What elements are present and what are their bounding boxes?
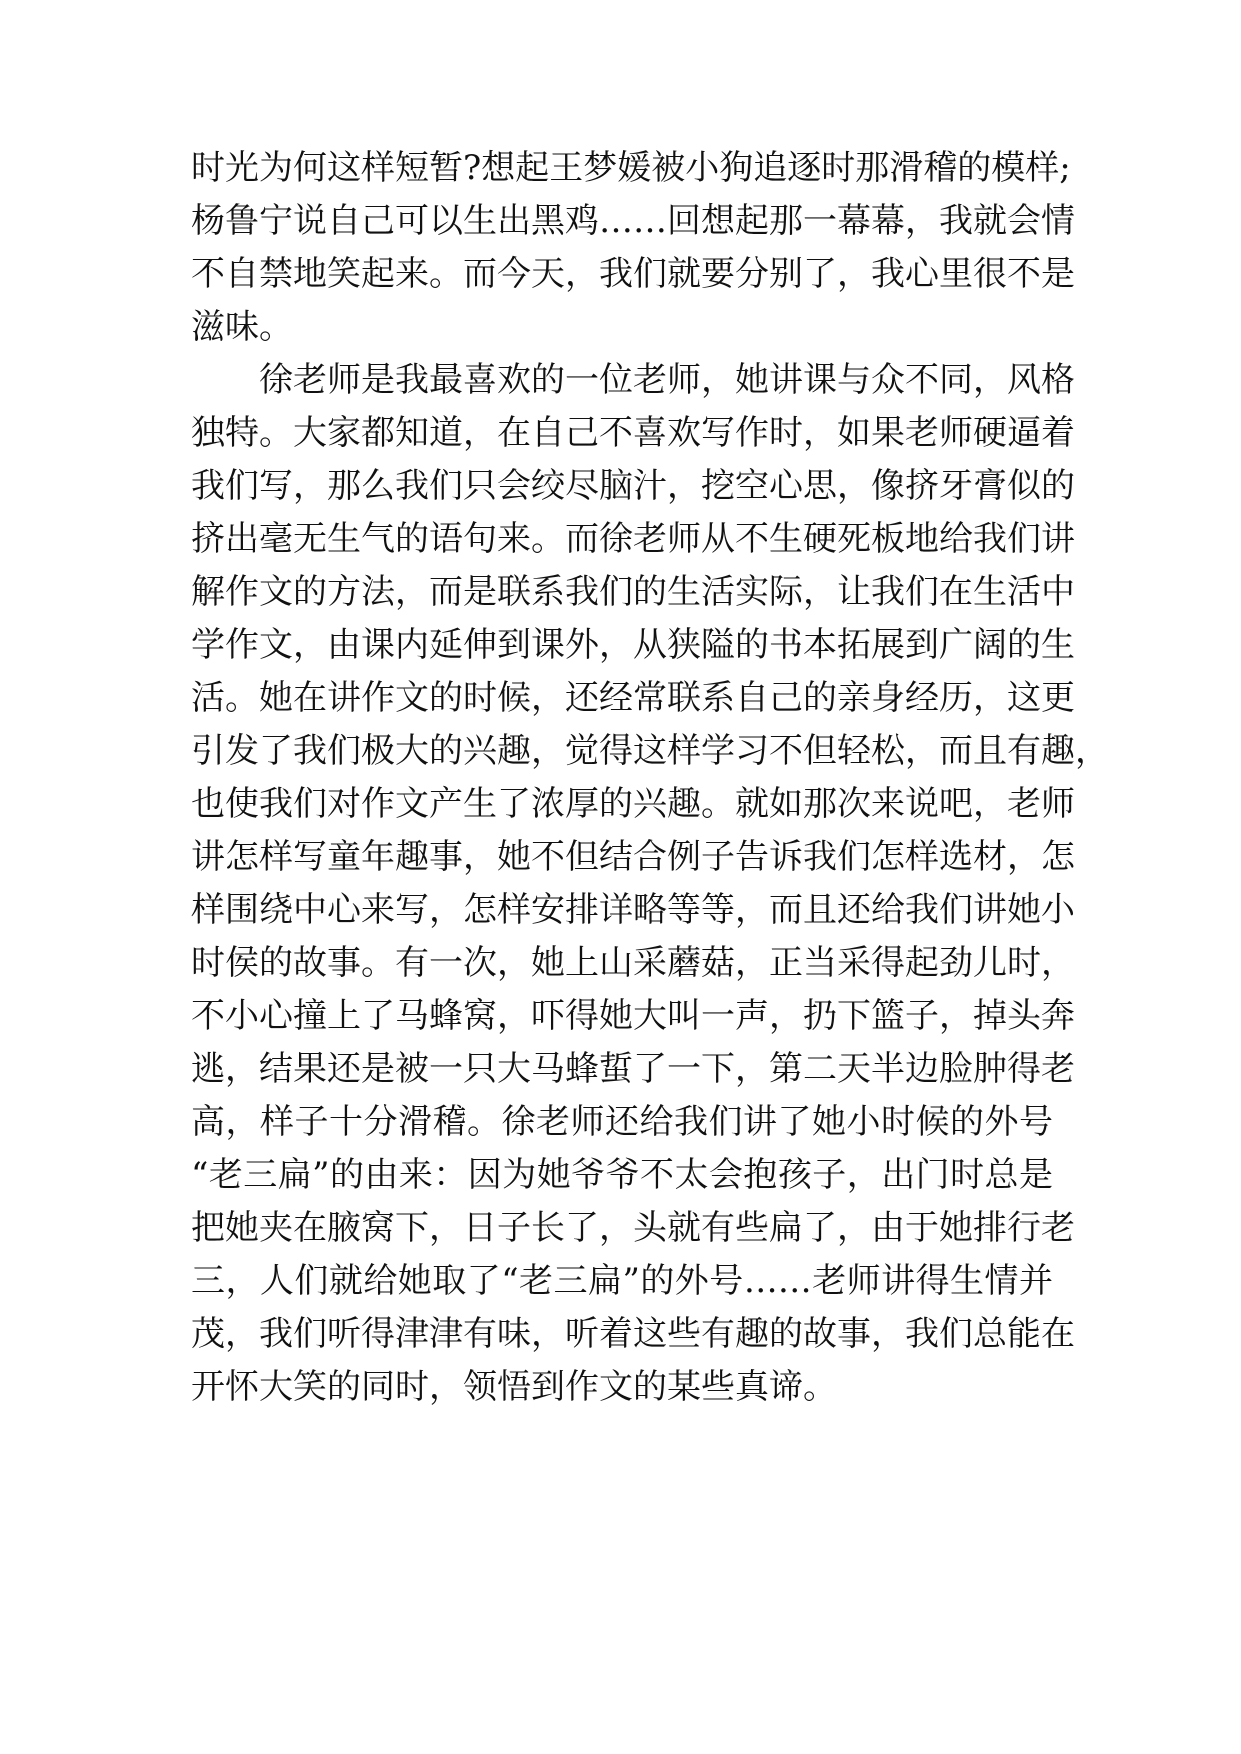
text-line: 引发了我们极大的兴趣，觉得这样学习不但轻松，而且有趣， (191, 731, 1109, 771)
text-line: 时侯的故事。有一次，她上山采蘑菇，正当采得起劲儿时， (191, 943, 1075, 983)
text-line: 滋味。 (191, 307, 293, 347)
text-line: 把她夹在腋窝下，日子长了，头就有些扁了，由于她排行老 (191, 1208, 1075, 1248)
text-line: 样围绕中心来写，怎样安排详略等等，而且还给我们讲她小 (191, 890, 1075, 930)
text-line: 杨鲁宁说自己可以生出黑鸡……回想起那一幕幕，我就会情 (191, 201, 1075, 241)
text-line: “老三扁”的由来：因为她爷爷不太会抱孩子，出门时总是 (191, 1155, 1053, 1195)
text-line: 三，人们就给她取了“老三扁”的外号……老师讲得生情并 (191, 1261, 1053, 1301)
text-line: 也使我们对作文产生了浓厚的兴趣。就如那次来说吧，老师 (191, 784, 1075, 824)
text-line: 我们写，那么我们只会绞尽脑汁，挖空心思，像挤牙膏似的 (191, 466, 1075, 506)
text-line: 高，样子十分滑稽。徐老师还给我们讲了她小时候的外号 (191, 1102, 1053, 1142)
text-line: 开怀大笑的同时，领悟到作文的某些真谛。 (191, 1367, 837, 1407)
text-line: 徐老师是我最喜欢的一位老师，她讲课与众不同，风格 (191, 360, 1075, 400)
text-line: 逃，结果还是被一只大马蜂蜇了一下，第二天半边脸肿得老 (191, 1049, 1075, 1089)
text-line: 活。她在讲作文的时候，还经常联系自己的亲身经历，这更 (191, 678, 1075, 718)
text-line: 讲怎样写童年趣事，她不但结合例子告诉我们怎样选材，怎 (191, 837, 1075, 877)
text-line: 时光为何这样短暂?想起王梦媛被小狗追逐时那滑稽的模样; (191, 148, 1071, 188)
text-line: 不小心撞上了马蜂窝，吓得她大叫一声，扔下篮子，掉头奔 (191, 996, 1075, 1036)
text-line: 茂，我们听得津津有味，听着这些有趣的故事，我们总能在 (191, 1314, 1075, 1354)
text-line: 解作文的方法，而是联系我们的生活实际，让我们在生活中 (191, 572, 1075, 612)
text-line: 挤出毫无生气的语句来。而徐老师从不生硬死板地给我们讲 (191, 519, 1075, 559)
text-line: 独特。大家都知道，在自己不喜欢写作时，如果老师硬逼着 (191, 413, 1075, 453)
text-line: 不自禁地笑起来。而今天，我们就要分别了，我心里很不是 (191, 254, 1075, 294)
text-line: 学作文，由课内延伸到课外，从狭隘的书本拓展到广阔的生 (191, 625, 1075, 665)
